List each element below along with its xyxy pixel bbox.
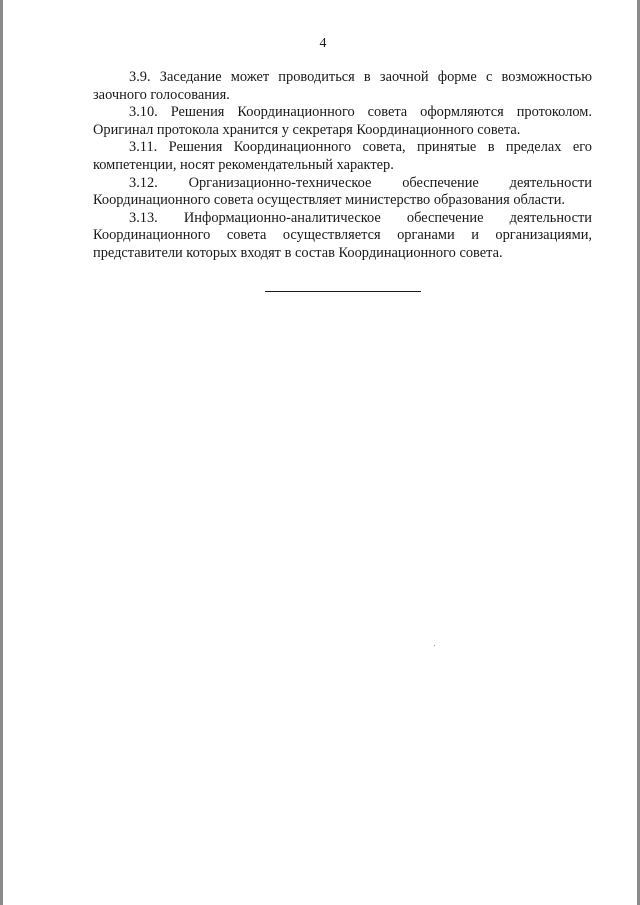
paragraph-3-13: 3.13. Информационно-аналитическое обеспечение деятельности Координационного совета осуществляется органами и организациями, представители которых входят в состав Координационного совета. (93, 209, 592, 261)
document-body (93, 69, 592, 263)
scan-artifact (434, 645, 435, 646)
page-number: 4 (319, 36, 327, 51)
end-of-document-rule (265, 291, 421, 292)
paragraph-3-10: 3.10. Решения Координационного совета оформляются протоколом. Оригинал протокола хранится у секретаря Координационного совета. (93, 104, 592, 138)
paragraph-3-11: 3.11. Решения Координационного совета, принятые в пределах его компетенции, носят рекомендательный характер. (93, 139, 592, 173)
paragraph-3-9: 3.9. Заседание может проводиться в заочной форме с возможностью заочного голосования. (93, 69, 592, 103)
paragraph-3-12: 3.12. Организационно-техническое обеспечение деятельности Координационного совета осуществляет министерство образования области. (93, 174, 592, 209)
